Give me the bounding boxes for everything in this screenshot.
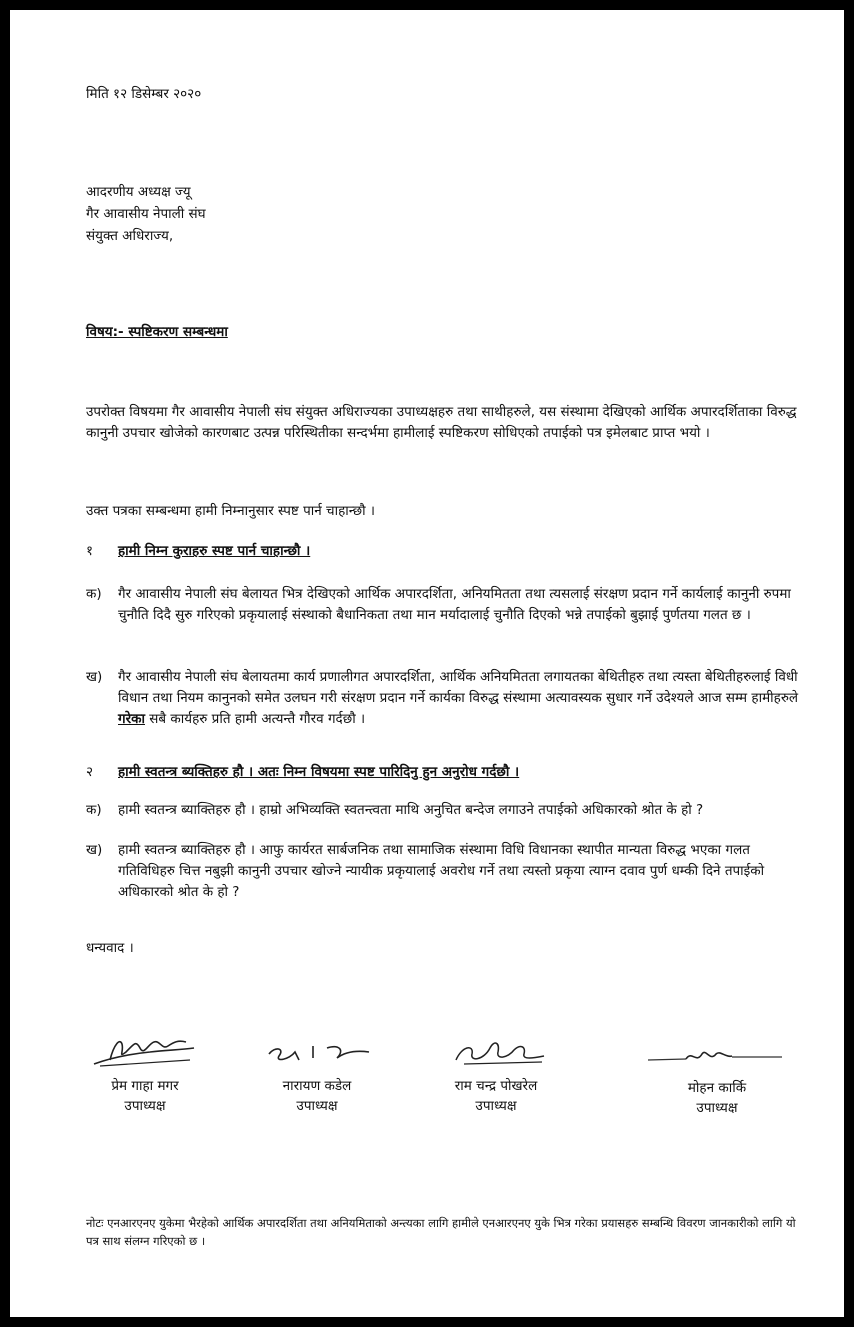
signature-3-scribble <box>450 1036 550 1070</box>
subject-line: विषय:- स्पष्टिकरण सम्बन्धमा <box>86 324 228 340</box>
signature-1-scribble <box>90 1030 200 1070</box>
intro-paragraph: उपरोक्त विषयमा गैर आवासीय नेपाली संघ संयुक्त अधिराज्यका उपाध्यक्षहरु तथा साथीहरुले, यस संस्थामा देखिएको आर्थिक अपारदर्शिताका विरुद्ध कानुनी उपचार खोजेको कारणबाट उत्पन्न परिस्थितीका सन्दर्भमा हामीलाई स्पष्टिकरण सोधिएको तपाईको पत्र इमेलबाट प्राप्त भयो । <box>86 404 797 441</box>
section1-item-b-emphasis: गरेका <box>118 711 145 727</box>
signatory-1-title: उपाध्यक्ष <box>124 1098 166 1114</box>
signatory-2-name: नारायण कडेल <box>282 1078 352 1094</box>
section2-item-b-marker: ख) <box>86 842 103 858</box>
footer-note: नोटः एनआरएनए युकेमा भैरहेको आर्थिक अपारदर्शिता तथा अनियमिताको अन्त्यका लागि हामीले एनआरएनए युके भित्र गरेका प्रयासहरु सम्बन्धि विवरण जानकारीको लागि यो पत्र साथ संलग्न गरिएको छ । <box>86 1216 796 1248</box>
signatory-1-name: प्रेम गाहा मगर <box>111 1078 179 1094</box>
recipient-line-1: आदरणीय अध्यक्ष ज्यू <box>86 184 191 200</box>
signatory-3-name: राम चन्द्र पोखरेल <box>454 1078 538 1094</box>
signatory-4-name: मोहन कार्कि <box>687 1080 747 1096</box>
signatory-3-title: उपाध्यक्ष <box>475 1098 517 1114</box>
recipient-line-3: संयुक्त अधिराज्य, <box>86 228 174 244</box>
signatory-4-title: उपाध्यक्ष <box>696 1100 738 1116</box>
recipient-line-2: गैर आवासीय नेपाली संघ <box>86 206 206 222</box>
closing-thanks: धन्यवाद । <box>86 940 134 956</box>
section1-number: १ <box>86 543 94 559</box>
letter-page <box>10 10 844 1317</box>
signatory-2 <box>232 1076 402 1116</box>
section1-item-a-marker: क) <box>86 586 102 602</box>
section1-item-b-marker: ख) <box>86 669 103 685</box>
signature-4-scribble <box>646 1046 786 1070</box>
section1-item-b-text-before: गैर आवासीय नेपाली संघ बेलायतमा कार्य प्रणालीगत अपारदर्शिता, आर्थिक अनियमितता लगायतका बेथितीहरु तथा त्यस्ता बेथितीहरुलाई विधी विधान तथा नियम कानुनको समेत उलघन गरी संरक्षण प्रदान गर्ने कार्यका विरुद्ध संस्थामा अत्यावस्यक सुधार गर्ने उदेश्यले आज सम्म हामीहरुले <box>118 669 799 706</box>
clarify-line: उक्त पत्रका सम्बन्धमा हामी निम्नानुसार स्पष्ट पार्न चाहान्छौ । <box>86 503 376 519</box>
section1-heading: हामी निम्न कुराहरु स्पष्ट पार्न चाहान्छौ । <box>118 543 311 559</box>
signatory-1 <box>60 1076 230 1116</box>
section1-item-b-text <box>118 667 808 730</box>
signatory-4 <box>632 1078 802 1118</box>
section2-item-a-text: हामी स्वतन्त्र ब्याक्तिहरु हौ । हाम्रो अभिव्यक्ति स्वतन्त्वता माथि अनुचित बन्देज लगाउने तपाईको अधिकारको श्रोत के हो ? <box>118 802 704 818</box>
section2-item-a-marker: क) <box>86 802 102 818</box>
signature-2-scribble <box>265 1040 375 1070</box>
signatory-3 <box>411 1076 581 1116</box>
letter-date: मिति १२ डिसेम्बर २०२० <box>86 86 202 102</box>
section2-number: २ <box>86 764 94 780</box>
section2-heading: हामी स्वतन्त्र ब्यक्तिहरु हौ । अतः निम्न विषयमा स्पष्ट पारिदिनु हुन अनुरोध गर्दछौ । <box>118 764 520 780</box>
section2-item-b-text: हामी स्वतन्त्र ब्याक्तिहरु हौ । आफु कार्यरत सार्बजनिक तथा सामाजिक संस्थामा विधि विधानका स्थापीत मान्यता विरुद्ध भएका गलत गतिविधिहरु चित्त नबुझी कानुनी उपचार खोज्ने न्यायीक प्रकृयालाई अवरोध गर्ने तथा त्यस्तो प्रकृया त्याग्न दवाव पुर्ण धम्की दिने तपाईको अधिकारको श्रोत के हो ? <box>118 842 765 900</box>
section1-item-a-text: गैर आवासीय नेपाली संघ बेलायत भित्र देखिएको आर्थिक अपारदर्शिता, अनियमितता तथा त्यसलाई संरक्षण प्रदान गर्ने कार्यलाई कानुनी रुपमा चुनौति दिदै सुरु गरिएको प्रकृयालाई संस्थाको बैधानिकता तथा मान मर्यादालाई चुनौति दिएको भन्ने तपाईको बुझाई पुर्णतया गलत छ । <box>118 586 791 623</box>
section1-item-b-text-after: सबै कार्यहरु प्रति हामी अत्यन्तै गौरव गर्दछौ । <box>149 711 366 727</box>
signatory-2-title: उपाध्यक्ष <box>296 1098 338 1114</box>
